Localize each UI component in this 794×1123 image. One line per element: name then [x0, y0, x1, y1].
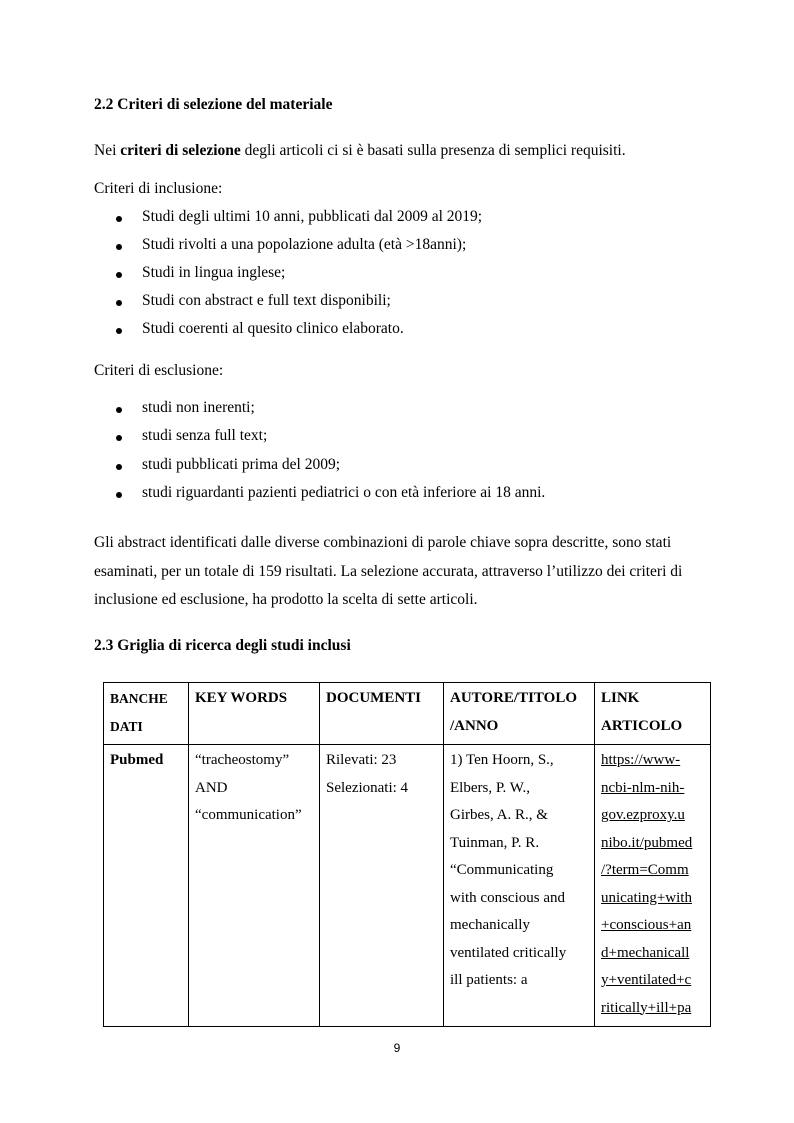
link-line[interactable]: /?term=Comm [601, 862, 689, 878]
intro-text-bold: criteri di selezione [120, 142, 241, 159]
link-line[interactable]: gov.ezproxy.u [601, 807, 685, 823]
author-title-line: Elbers, P. W., [450, 779, 531, 796]
keyword-line: “communication” [195, 807, 302, 823]
exclusion-item: studi pubblicati prima del 2009; [142, 456, 341, 473]
inclusion-item: Studi degli ultimi 10 anni, pubblicati dal 2009 al 2019; [142, 208, 483, 225]
inclusion-title: Criteri di inclusione: [94, 180, 223, 197]
header-line: KEY WORDS [195, 690, 288, 706]
paragraph-line: Gli abstract identificati dalle diverse combinazioni di parole chiave sopra descritte, sono stati [94, 534, 672, 551]
intro-text-pre: Nei [94, 142, 121, 159]
author-title-line: Tuinman, P. R. [450, 834, 540, 851]
inclusion-item: Studi in lingua inglese; [142, 264, 286, 281]
database-name: Pubmed [110, 752, 164, 768]
inclusion-item: Studi con abstract e full text disponibili; [142, 292, 391, 309]
bullet-icon [116, 300, 122, 306]
author-title-line: 1) Ten Hoorn, S., [450, 752, 554, 768]
author-title-line: ill patients: a [450, 972, 528, 988]
bullet-icon [116, 328, 122, 334]
header-banche-dati [104, 683, 189, 745]
header-line: ARTICOLO [601, 717, 683, 734]
header-documenti [320, 683, 444, 745]
header-line: BANCHE [110, 691, 168, 706]
exclusion-item: studi senza full text; [142, 427, 268, 444]
header-line: AUTORE/TITOLO [450, 690, 577, 706]
page-number: 9 [393, 1041, 401, 1055]
header-link-articolo [595, 683, 711, 745]
documents-line: Selezionati: 4 [326, 779, 409, 796]
bullet-icon [116, 435, 122, 441]
author-title-line: ventilated critically [450, 944, 567, 961]
cell-database [104, 745, 189, 1027]
author-title-line: mechanically [450, 917, 530, 933]
header-line: LINK [601, 690, 640, 706]
header-line: /ANNO [450, 717, 499, 734]
exclusion-title: Criteri di esclusione: [94, 362, 224, 379]
keyword-line: “tracheostomy” [195, 752, 290, 768]
bullet-icon [116, 464, 122, 470]
link-line[interactable]: https://www- [601, 752, 681, 768]
author-title-line: “Communicating [450, 862, 554, 878]
table-header-row [104, 683, 711, 745]
paragraph-line: inclusione ed esclusione, ha prodotto la scelta di sette articoli. [94, 591, 478, 608]
link-line[interactable]: unicating+with [601, 889, 692, 906]
studies-table [103, 682, 711, 1027]
cell-author-title [444, 745, 595, 1027]
author-title-line: with conscious and [450, 889, 565, 906]
paragraph-line: esaminati, per un totale di 159 risultati. La selezione accurata, attraverso l’utilizzo dei criteri di [94, 563, 683, 580]
author-title-line: Girbes, A. R., & [450, 807, 548, 823]
bullet-icon [116, 272, 122, 278]
section-heading-2-2: 2.2 Criteri di selezione del materiale [94, 96, 333, 113]
cell-documents [320, 745, 444, 1027]
intro-text-post: degli articoli ci si è basati sulla presenza di semplici requisiti. [240, 142, 626, 159]
exclusion-item: studi non inerenti; [142, 399, 255, 416]
bullet-icon [116, 216, 122, 222]
exclusion-item: studi riguardanti pazienti pediatrici o con età inferiore ai 18 anni. [142, 484, 546, 501]
link-line[interactable]: +conscious+an [601, 917, 692, 933]
intro-paragraph [94, 142, 626, 160]
link-line[interactable]: ncbi-nlm-nih- [601, 779, 685, 796]
inclusion-item: Studi coerenti al quesito clinico elaborato. [142, 320, 404, 337]
inclusion-item: Studi rivolti a una popolazione adulta (età >18anni); [142, 236, 467, 253]
header-line: DATI [110, 718, 143, 734]
header-key-words [189, 683, 320, 745]
link-line[interactable]: nibo.it/pubmed [601, 834, 693, 851]
cell-link[interactable] [595, 745, 711, 1027]
link-line[interactable]: ritically+ill+pa [601, 999, 692, 1016]
header-autore-titolo-anno [444, 683, 595, 745]
link-line[interactable]: y+ventilated+c [601, 972, 692, 988]
section-heading-2-3: 2.3 Griglia di ricerca degli studi inclusi [94, 637, 351, 654]
header-line: DOCUMENTI [326, 690, 422, 706]
table-row [104, 745, 711, 1027]
bullet-icon [116, 492, 122, 498]
cell-keywords [189, 745, 320, 1027]
bullet-icon [116, 244, 122, 250]
documents-line: Rilevati: 23 [326, 752, 397, 768]
keyword-line: AND [195, 779, 228, 796]
link-line[interactable]: d+mechanicall [601, 944, 690, 961]
bullet-icon [116, 407, 122, 413]
